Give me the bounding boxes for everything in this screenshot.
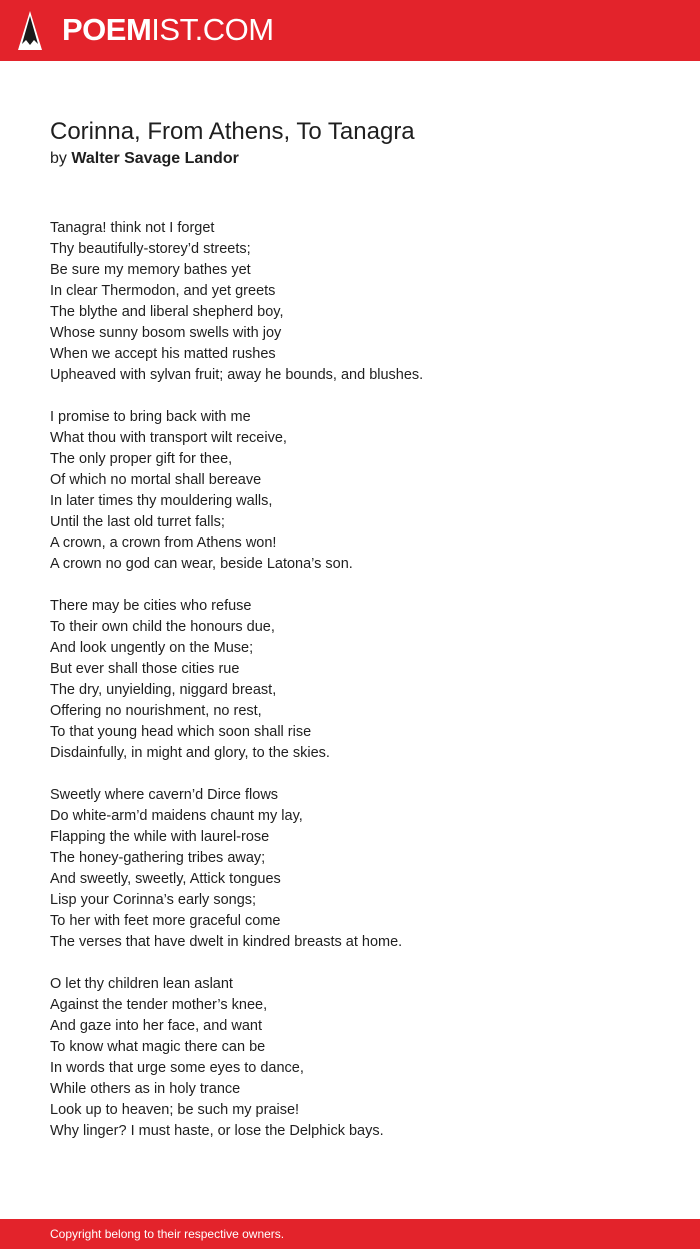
poem-line: Look up to heaven; be such my praise!	[50, 1102, 300, 1118]
poem-line: Disdainfully, in might and glory, to the skies.	[50, 745, 330, 761]
poem-line: The only proper gift for thee,	[50, 451, 233, 467]
poem-line: Flapping the while with laurel-rose	[50, 829, 270, 845]
poem-line: To her with feet more graceful come	[50, 913, 281, 929]
poem-line: Until the last old turret falls;	[50, 514, 225, 530]
site-footer	[0, 1219, 700, 1249]
poem-body	[50, 218, 670, 1163]
poem-line: To that young head which soon shall rise	[50, 724, 312, 740]
brand-bold: POEM	[62, 12, 152, 47]
stanza	[50, 974, 670, 1142]
poem-line: Thy beautifully-storey’d streets;	[50, 241, 251, 257]
poem-line: The honey-gathering tribes away;	[50, 850, 266, 866]
poem-line: Be sure my memory bathes yet	[50, 262, 251, 278]
poem-line: And sweetly, sweetly, Attick tongues	[50, 871, 281, 887]
copyright-text: Copyright belong to their respective owners.	[50, 1227, 285, 1241]
poem-line: Upheaved with sylvan fruit; away he bounds, and blushes.	[50, 367, 424, 383]
poem-line: In clear Thermodon, and yet greets	[50, 283, 276, 299]
poem-line: And look ungently on the Muse;	[50, 640, 254, 656]
pen-nib-icon[interactable]	[17, 10, 43, 52]
poem-line: In later times thy mouldering walls,	[50, 493, 273, 509]
poem-line: Of which no mortal shall bereave	[50, 472, 262, 488]
poem-line: O let thy children lean aslant	[50, 976, 233, 992]
byline	[50, 149, 239, 169]
poem-line: Why linger? I must haste, or lose the Delphick bays.	[50, 1123, 384, 1139]
site-logo-text[interactable]	[62, 12, 274, 48]
poem-line: A crown, a crown from Athens won!	[50, 535, 277, 551]
poem-line: The dry, unyielding, niggard breast,	[50, 682, 277, 698]
poem-line: Tanagra! think not I forget	[50, 220, 215, 236]
brand-light: IST.COM	[151, 12, 274, 47]
poem-line: The blythe and liberal shepherd boy,	[50, 304, 284, 320]
poem-line: I promise to bring back with me	[50, 409, 251, 425]
stanza	[50, 218, 670, 386]
poem-line: And gaze into her face, and want	[50, 1018, 263, 1034]
poem-line: Sweetly where cavern’d Dirce flows	[50, 787, 279, 803]
poem-line: What thou with transport wilt receive,	[50, 430, 287, 446]
poem-line: There may be cities who refuse	[50, 598, 252, 614]
poem-line: To their own child the honours due,	[50, 619, 275, 635]
poem-line: Offering no nourishment, no rest,	[50, 703, 262, 719]
stanza	[50, 785, 670, 953]
poem-line: While others as in holy trance	[50, 1081, 241, 1097]
poem-title: Corinna, From Athens, To Tanagra	[50, 118, 415, 145]
poem-line: Whose sunny bosom swells with joy	[50, 325, 282, 341]
by-label: by	[50, 150, 67, 167]
poem-line: When we accept his matted rushes	[50, 346, 276, 362]
poem-line: Do white-arm’d maidens chaunt my lay,	[50, 808, 303, 824]
poem-line: Against the tender mother’s knee,	[50, 997, 268, 1013]
poem-line: The verses that have dwelt in kindred breasts at home.	[50, 934, 403, 950]
poem-line: In words that urge some eyes to dance,	[50, 1060, 304, 1076]
poem-line: But ever shall those cities rue	[50, 661, 240, 677]
stanza	[50, 596, 670, 764]
site-header	[0, 0, 700, 61]
poem-line: Lisp your Corinna’s early songs;	[50, 892, 257, 908]
author-name: Walter Savage Landor	[71, 150, 239, 167]
poem-line: To know what magic there can be	[50, 1039, 266, 1055]
poem-line: A crown no god can wear, beside Latona’s son.	[50, 556, 353, 572]
stanza	[50, 407, 670, 575]
